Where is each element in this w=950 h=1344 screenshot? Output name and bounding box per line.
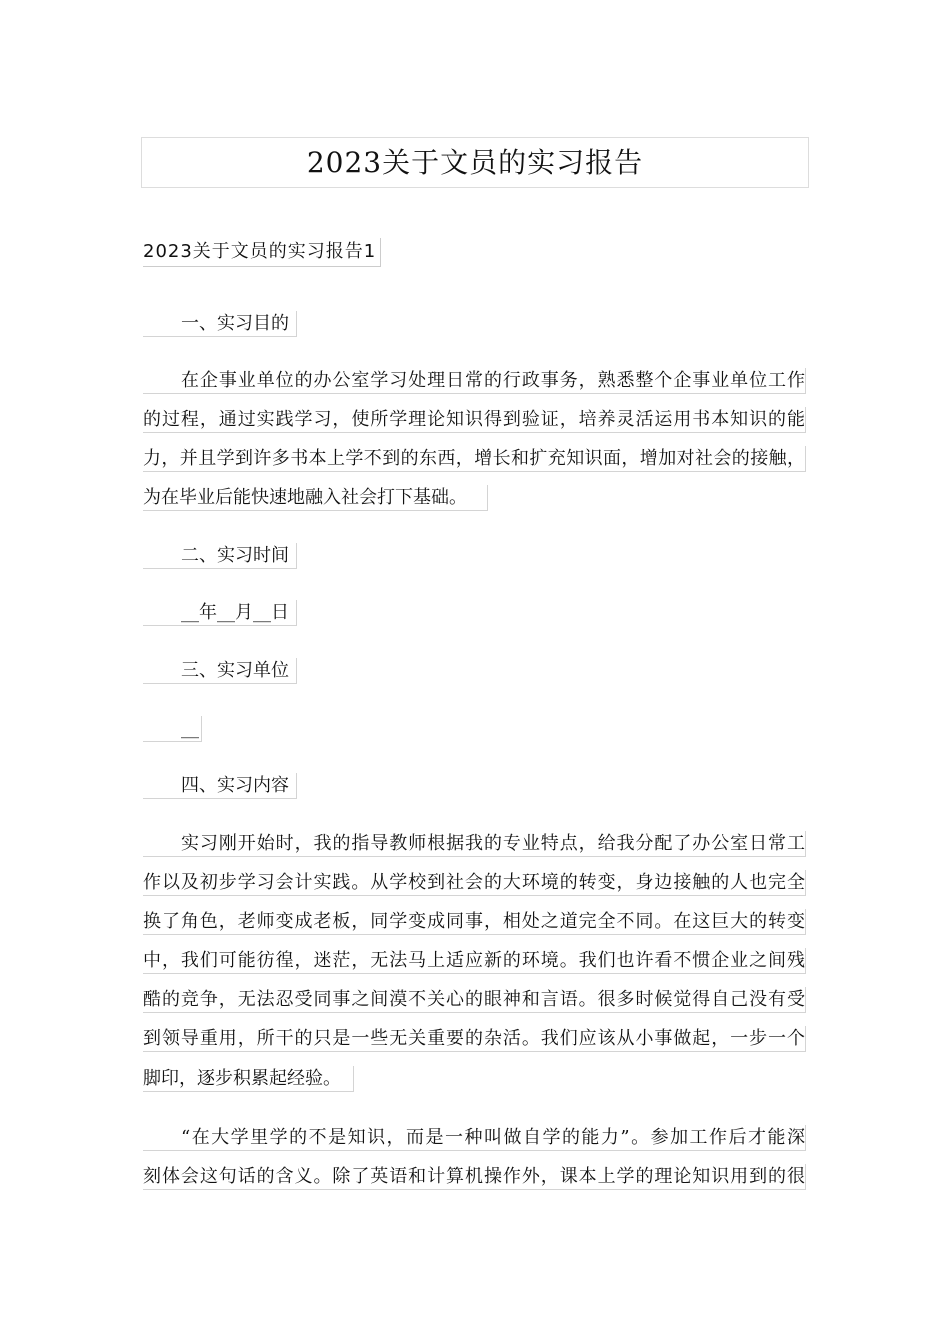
section-heading-unit: 三、实习单位 (143, 658, 297, 684)
paragraph-line: 实习刚开始时，我的指导教师根据我的专业特点，给我分配了办公室日常工 (143, 831, 806, 857)
paragraph-line: 的过程，通过实践学习，使所学理论知识得到验证，培养灵活运用书本知识的能 (143, 407, 806, 433)
paragraph-line: 作以及初步学习会计实践。从学校到社会的大环境的转变，身边接触的人也完全 (143, 870, 806, 896)
paragraph-line: 到领导重用，所干的只是一些无关重要的杂活。我们应该从小事做起，一步一个 (143, 1026, 806, 1052)
document-title: 2023关于文员的实习报告 (141, 137, 809, 188)
paragraph-line: 刻体会这句话的含义。除了英语和计算机操作外，课本上学的理论知识用到的很 (143, 1164, 806, 1190)
paragraph-line: 换了角色，老师变成老板，同学变成同事，相处之道完全不同。在这巨大的转变 (143, 909, 806, 935)
paragraph-line: 酷的竞争，无法忍受同事之间漠不关心的眼神和言语。很多时候觉得自己没有受 (143, 987, 806, 1013)
report-subtitle: 2023关于文员的实习报告1 (143, 238, 381, 267)
paragraph-line: “在大学里学的不是知识，而是一种叫做自学的能力”。参加工作后才能深 (143, 1125, 806, 1151)
section-heading-purpose: 一、实习目的 (143, 311, 297, 337)
section-heading-content: 四、实习内容 (143, 773, 297, 799)
paragraph-line: 为在毕业后能快速地融入社会打下基础。 (143, 485, 488, 511)
paragraph-line: 中，我们可能彷徨，迷茫，无法马上适应新的环境。我们也许看不惯企业之间残 (143, 948, 806, 974)
paragraph-line: 脚印，逐步积累起经验。 (143, 1066, 354, 1092)
section-heading-time: 二、实习时间 (143, 543, 297, 569)
paragraph-line: 力，并且学到许多书本上学不到的东西，增长和扩充知识面，增加对社会的接触， (143, 446, 806, 472)
paragraph-line: 在企事业单位的办公室学习处理日常的行政事务，熟悉整个企事业单位工作 (143, 368, 806, 394)
internship-date: __年__月__日 (143, 600, 297, 626)
internship-unit: __ (143, 716, 202, 742)
